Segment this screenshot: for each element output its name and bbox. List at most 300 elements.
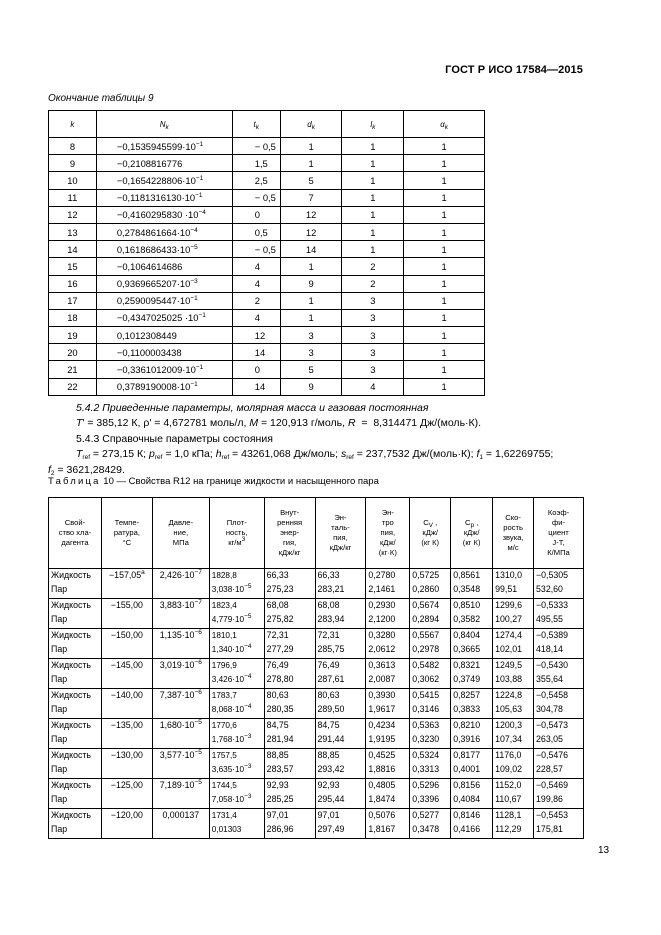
line-vapor: 275,82 [266,613,294,624]
line-liquid: 1757,5 [211,751,237,760]
cell-jt-coefficient [534,749,584,779]
line-liquid: 0,5567 [412,630,440,640]
line-liquid: −0,5430 [536,660,569,670]
cell-l: 2 [342,275,404,292]
line-liquid: 76,49 [317,660,340,670]
cell-l: 1 [342,155,404,172]
line-liquid: 1249,5 [495,660,523,670]
table10-row [49,689,584,719]
line-vapor: 0,4084 [453,793,481,804]
table10-row [49,569,584,599]
cell-sound-speed [493,659,534,689]
cell-alpha: 1 [404,309,485,326]
line-vapor: 289,50 [317,703,345,714]
line-liquid: 1274,4 [495,630,523,640]
cell-n [96,138,232,155]
n-value: −0,4347025025 ·10 [116,312,199,324]
cell-d: 14 [280,241,342,258]
line-vapor: 355,64 [536,673,563,684]
line-vapor: 199,86 [536,793,563,804]
header-line: К/МПа [547,548,570,557]
exponent: 3 [241,536,246,543]
cell-alpha: 1 [404,189,485,206]
cell-k: 22 [49,378,97,395]
line-liquid: 1128,1 [495,810,522,820]
cell-cp [451,749,493,779]
header-line: Давле- [168,518,194,527]
cell-l: 3 [342,309,404,326]
cell-t: 0 [232,206,280,223]
exponent: −6 [194,689,202,696]
cell-t: 2 [232,292,280,309]
line-liquid: 84,75 [266,720,289,730]
header-subscript: k [372,123,376,131]
line-liquid: 0,2780 [368,570,396,580]
cell-sound-speed [493,719,534,749]
table10-header-row [49,498,584,569]
cell-pressure [152,809,209,839]
line-liquid: Жидкость [51,690,92,700]
header-subscript: k [255,123,259,131]
line-vapor: 286,96 [266,823,294,834]
line-vapor: 275,23 [266,583,294,594]
cell-pressure [152,569,209,599]
line-liquid: 72,31 [317,630,340,640]
line-vapor: 0,3062 [412,673,440,684]
cell-k: 16 [49,275,97,292]
line-vapor: $1,768\cdot 10^{-3}$ [211,732,252,744]
cell-k: 13 [49,223,97,240]
p-value: 3,883·10 [159,600,195,610]
cell-l: 1 [342,206,404,223]
line-liquid: 0,5277 [412,810,440,820]
cell-density [209,599,264,629]
header-line: кДж/ [463,528,480,537]
cell-alpha: 1 [404,155,485,172]
cell-density [209,569,264,599]
line-vapor: 0,4166 [453,823,481,834]
n-value: 0,1618686433·10 [116,243,191,255]
cell-sound-speed [493,629,534,659]
line-vapor: 103,88 [495,673,523,684]
line-vapor: 532,60 [536,583,563,594]
header-symbol: α [440,119,445,129]
table9-row [49,309,485,326]
line-liquid: 0,8210 [453,720,481,730]
table10-row [49,809,584,839]
line-vapor: 0,2860 [412,583,440,594]
line-liquid: 68,08 [317,600,340,610]
page-number: 13 [598,845,610,856]
cell-entropy [366,749,410,779]
n-value: −0,1181316130·10 [116,192,196,204]
header-line: кДж/ [379,538,396,547]
cell-k: 14 [49,241,97,258]
cell-alpha: 1 [404,258,485,275]
line-vapor: 2,0087 [368,673,396,684]
cell-k: 15 [49,258,97,275]
exponent: a [141,569,145,576]
p-value: 1,680·10 [159,720,195,730]
t-value: −157,05 [109,570,142,580]
n-value: −0,1535945599·10 [116,140,196,152]
t-value: −125,00 [110,780,143,790]
header-line: гия, [282,538,297,547]
cell-l: 1 [342,189,404,206]
line-vapor: 280,35 [266,703,294,714]
cell-internal-energy [264,599,315,629]
exponent: −6 [194,659,202,666]
cell-l: 3 [342,327,404,344]
cell-t: − 0,5 [232,138,280,155]
cell-temperature [101,719,152,749]
table9-row [49,378,485,395]
cell-n [96,241,232,258]
line-vapor: Пар [51,613,68,624]
p-value: 7,189·10 [159,780,195,790]
p-value: 7,387·10 [159,690,195,700]
exponent: −4 [198,209,206,217]
cell-enthalpy [315,749,366,779]
line-liquid: Жидкость [51,660,92,670]
cell-cp [451,719,493,749]
header-line: J-T, [552,538,565,547]
line-liquid: 0,8257 [453,690,481,700]
cell-enthalpy [315,719,366,749]
cell-substance [49,599,102,629]
cell-cp [451,629,493,659]
cell-t: 4 [232,258,280,275]
cell-l: 1 [342,241,404,258]
table10-header-cell [152,498,209,569]
line-vapor: Пар [51,703,68,714]
line-vapor: $4,779\cdot 10^{-5}$ [211,612,252,624]
line-liquid: 80,63 [266,690,289,700]
table9-header-cell [404,111,485,138]
table10-header-cell [49,498,102,569]
table10-header-cell [534,498,584,569]
line-liquid: 97,01 [266,810,289,820]
line-vapor: $1,340\cdot 10^{-4}$ [211,642,252,654]
line-vapor: Пар [51,823,68,834]
cell-d: 5 [280,172,342,189]
line-liquid: 1152,0 [495,780,522,790]
cell-internal-energy [264,809,315,839]
p-value: 2,426·10 [159,570,195,580]
table9-header-cell [280,111,342,138]
cell-enthalpy [315,809,366,839]
cell-entropy [366,779,410,809]
cell-temperature [101,629,152,659]
line-vapor: 0,3833 [453,703,481,714]
cell-internal-energy [264,689,315,719]
cell-entropy [366,569,410,599]
cell-cv [410,629,451,659]
cell-n [96,189,232,206]
cell-entropy [366,809,410,839]
cell-n [96,172,232,189]
cell-d: 9 [280,275,342,292]
cell-n [96,223,232,240]
section-543-heading: 5.4.3 Справочные параметры состояния [76,433,273,445]
cell-density [209,719,264,749]
header-line: ность, [225,528,248,537]
line-liquid: 0,3613 [368,660,396,670]
cell-cv [410,719,451,749]
t-value: −155,00 [110,600,143,610]
subscript: V [428,522,434,529]
table10-header-cell [366,498,410,569]
cell-alpha: 1 [404,327,485,344]
table9-header-row [49,111,485,138]
cell-n [96,258,232,275]
table10-header-cell [101,498,152,569]
cell-l: 3 [342,344,404,361]
cell-n [96,155,232,172]
cell-d: 1 [280,309,342,326]
header-line: $C_V$ , [423,518,438,529]
cell-substance [49,749,102,779]
table10 [48,497,584,839]
table10-header-cell [493,498,534,569]
cell-l: 1 [342,172,404,189]
cell-d: 5 [280,361,342,378]
cell-internal-energy [264,719,315,749]
header-line: энер- [280,528,300,537]
cell-temperature [101,569,152,599]
header-line: таль- [331,523,350,532]
line-liquid: 0,8156 [453,780,481,790]
line-liquid: 0,8510 [453,600,481,610]
n-value: 0,3789190008·10 [116,381,191,393]
line-liquid: 0,8321 [453,660,481,670]
line-vapor: Пар [51,643,68,654]
table9-row [49,206,485,223]
cell-k: 21 [49,361,97,378]
cell-cp [451,779,493,809]
exponent: −1 [190,381,198,389]
header-line: тро [381,518,394,527]
table10-row [49,599,584,629]
line-vapor: 283,57 [266,763,294,774]
line-liquid: Жидкость [51,570,92,580]
line-liquid: 88,85 [317,750,340,760]
line-liquid: 0,8146 [453,810,481,820]
t-value: −130,00 [110,750,143,760]
n-value: −0,1100003438 [116,346,182,358]
line-liquid: 0,5415 [412,690,440,700]
n-value: 0,2784861664·10 [116,226,191,238]
line-liquid: 92,93 [266,780,289,790]
line-vapor: 495,55 [536,613,563,624]
line-liquid: 1224,8 [495,690,523,700]
line-vapor: 291,44 [317,733,345,744]
header-line: ство хла- [58,528,92,537]
line-liquid: −0,5476 [536,750,569,760]
cell-k: 10 [49,172,97,189]
line-vapor: 0,3313 [412,763,440,774]
cell-internal-energy [264,629,315,659]
table9-body [49,138,485,396]
line-vapor: 0,2894 [412,613,440,624]
table9-row [49,172,485,189]
line-vapor: 1,8167 [368,823,396,834]
line-vapor: Пар [51,733,68,744]
header-line: м/с [507,543,519,552]
cell-d: 3 [280,327,342,344]
cell-t: 12 [232,327,280,344]
cell-n [96,292,232,309]
line-vapor: $3,426\cdot 10^{-4}$ [211,672,252,684]
header-line: ратура, [113,528,140,537]
n-value: −0,3361012009·10 [116,364,196,376]
cell-cv [410,599,451,629]
cell-enthalpy [315,779,366,809]
cell-n [96,327,232,344]
cell-t: − 0,5 [232,189,280,206]
line-liquid: Жидкость [51,720,92,730]
line-liquid: 72,31 [266,630,289,640]
line-vapor: 281,94 [266,733,294,744]
n-value: 0,1012308449 [116,329,177,341]
cell-jt-coefficient [534,689,584,719]
line-vapor: 228,57 [536,763,563,774]
cell-jt-coefficient [534,779,584,809]
cell-pressure [152,749,209,779]
line-liquid: 1770,6 [211,721,237,730]
line-vapor: 1,9195 [368,733,396,744]
cell-d: 12 [280,223,342,240]
p-value: 3,019·10 [159,660,195,670]
subscript: p [470,522,475,529]
p-value: 1,135·10 [159,630,195,640]
line-vapor: 0,3396 [412,793,440,804]
cell-alpha: 1 [404,206,485,223]
line-liquid: 0,5725 [412,570,440,580]
table10-row [49,629,584,659]
cell-t: 4 [232,309,280,326]
line-vapor: 418,14 [536,643,563,654]
cell-l: 2 [342,258,404,275]
cell-d: 3 [280,344,342,361]
cell-substance [49,629,102,659]
p-value: 3,577·10 [159,750,195,760]
cell-sound-speed [493,749,534,779]
header-line: звука, [502,533,524,542]
line-liquid: 0,5324 [412,750,440,760]
header-line: (кг К) [462,538,481,547]
line-vapor: 109,02 [495,763,523,774]
section-542-heading: 5.4.2 Приведенные параметры, молярная масса и газовая постоянная [76,402,429,414]
table10-header-cell [315,498,366,569]
line-vapor: 99,51 [495,583,518,594]
exponent: −6 [194,629,202,636]
cell-k: 18 [49,309,97,326]
header-line: Ско- [505,513,521,522]
line-vapor: 0,3582 [453,613,481,624]
line-liquid: 1823,4 [211,601,237,610]
table9-row [49,361,485,378]
cell-enthalpy [315,569,366,599]
cell-d: 1 [280,292,342,309]
cell-l: 1 [342,138,404,155]
cell-cp [451,569,493,599]
line-vapor: 100,27 [495,613,523,624]
cell-t: 2,5 [232,172,280,189]
line-liquid: −0,5305 [536,570,569,580]
cell-l: 4 [342,378,404,395]
cell-pressure [152,689,209,719]
line-vapor: 285,75 [317,643,345,654]
exponent: −5 [194,779,202,786]
cell-cv [410,749,451,779]
table10-row [49,779,584,809]
cell-enthalpy [315,689,366,719]
cell-n [96,378,232,395]
header-line: Эн- [334,513,347,522]
table9-header-cell [96,111,232,138]
line-liquid: 0,5674 [412,600,440,610]
line-vapor: $3,038\cdot 10^{-5}$ [211,582,252,594]
line-vapor: 105,63 [495,703,523,714]
cell-sound-speed [493,809,534,839]
line-vapor: 283,21 [317,583,345,594]
cell-density [209,659,264,689]
exponent: −4 [244,702,252,710]
table9-row [49,155,485,172]
table10-row [49,749,584,779]
line-liquid: 1796,9 [211,661,237,670]
header-line: кДж/ [422,528,439,537]
line-liquid: 97,01 [317,810,340,820]
n-value: −0,2108816776 [116,157,183,169]
cell-cp [451,809,493,839]
cell-internal-energy [264,569,315,599]
header-subscript: k [444,123,449,131]
table9-row [49,189,485,206]
cell-temperature [101,599,152,629]
line-vapor: 102,01 [495,643,523,654]
cell-cv [410,659,451,689]
cell-temperature [101,659,152,689]
table9-row [49,258,485,275]
line-vapor: Пар [51,763,68,774]
line-liquid: 0,4525 [368,750,396,760]
table9-header-cell [49,111,97,138]
cell-pressure [152,719,209,749]
cell-entropy [366,659,410,689]
cell-d: 7 [280,189,342,206]
cell-cv [410,809,451,839]
cell-substance [49,809,102,839]
header-line: Свой- [64,518,86,527]
cell-enthalpy [315,659,366,689]
line-vapor: 112,29 [495,823,522,834]
cell-l: 1 [342,223,404,240]
header-line: $C_p$ , [464,518,479,529]
header-symbol: l [370,119,373,129]
exponent: −1 [195,364,204,372]
n-value: −0,1654228806·10 [116,174,196,186]
table10-header-cell [410,498,451,569]
exponent: −4 [244,672,252,680]
line-vapor: 2,1200 [368,613,396,624]
cell-alpha: 1 [404,172,485,189]
cell-pressure [152,779,209,809]
cell-sound-speed [493,569,534,599]
cell-n [96,206,232,223]
header-line: Внут- [280,508,300,517]
